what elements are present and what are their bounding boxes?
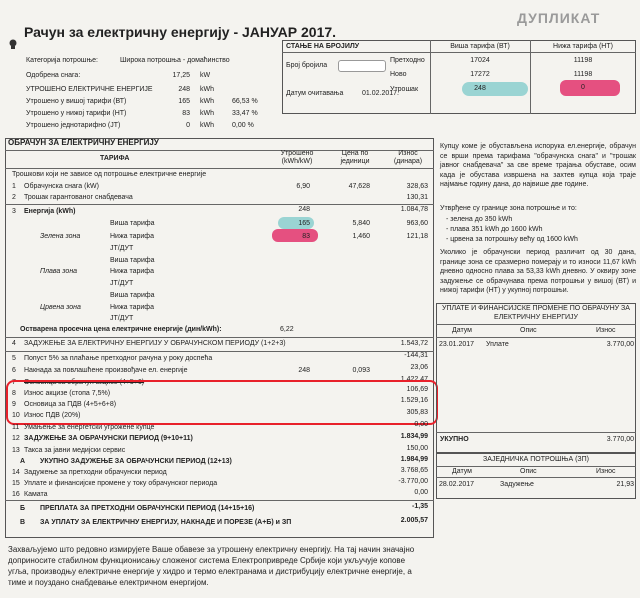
meter-number-redacted (338, 60, 386, 72)
row-number: 11 (12, 424, 20, 431)
row-label: Износ ПДВ (20%) (24, 412, 81, 419)
payment-amount: 3.770,00 (606, 341, 634, 348)
green-vt-used: 165 (298, 220, 310, 227)
row-label: Такса за јавни медијски сервис (24, 447, 126, 454)
power-label: Одобрена снага: (26, 72, 81, 79)
vt-used-label: Утрошено у вишој тарифи (ВТ) (26, 98, 127, 105)
row-number: 12 (12, 435, 20, 442)
green-nt-price: 1,460 (352, 233, 370, 240)
jt-used-label: Утрошено једнотарифно (ЈТ) (26, 122, 121, 129)
red-jt-label: ЈТ/ДУТ (110, 315, 134, 322)
meter-col-nt: Нижа тарифа (НТ) (553, 43, 613, 50)
green-zone-label: Зелена зона (40, 233, 81, 240)
green-nt-used: 83 (302, 233, 310, 240)
nt-used-value: 83 (182, 110, 190, 117)
row-number: 10 (12, 412, 20, 419)
row-label: ЗА УПЛАТУ ЗА ЕЛЕКТРИЧНУ ЕНЕРГИЈУ, НАКНАДЕ И ПОРЕЗЕ (А+Б) и ЗП (40, 519, 292, 526)
calc-header: ОБРАЧУН ЗА ЕЛЕКТРИЧНУ ЕНЕРГИЈУ (8, 138, 159, 147)
row-amount: 0,00 (414, 489, 428, 496)
fixed-costs-label: Трошкови који не зависе од потрошње електричне енергије (12, 171, 207, 178)
zp-desc: Задужење (500, 481, 534, 488)
jt-used-pct: 0,00 % (232, 122, 254, 129)
blue-nt-label: Нижа тарифа (110, 268, 154, 275)
blue-jt-label: ЈТ/ДУТ (110, 280, 134, 287)
blue-zone-label: Плава зона (40, 268, 78, 275)
zp-col-amount: Износ (596, 468, 616, 475)
green-nt-amount: 121,18 (406, 233, 428, 240)
payment-desc: Уплате (486, 341, 509, 348)
row-amount: 305,83 (406, 409, 428, 416)
col-amount: Износ (динара) (393, 150, 423, 165)
row-label: Уплате и финансијске промене у току обрачунског периода (24, 480, 218, 487)
row-number: 9 (12, 401, 16, 408)
row-amount: 106,69 (406, 386, 428, 393)
row-amount: 0,00 (414, 421, 428, 428)
row-number: 7 (12, 379, 16, 386)
jt-used-value: 0 (186, 122, 190, 129)
row-label: Основица за обрачун акцизе (4+5+6) (24, 379, 145, 386)
green-vt-price: 5,840 (352, 220, 370, 227)
red-vt-label: Виша тарифа (110, 292, 155, 299)
duplicate-stamp: ДУПЛИКАТ (517, 10, 601, 26)
row-label: Трошак гарантованог снабдевача (24, 194, 133, 201)
row-number: 13 (12, 447, 20, 454)
row-price: 0,093 (352, 367, 370, 374)
row-label: Накнада за повлашћене произвођаче ел. енергије (24, 367, 188, 374)
row-label: Задужење за претходни обрачунски период (24, 469, 167, 476)
row-label: Камата (24, 491, 48, 498)
row-amount: -3.770,00 (398, 478, 428, 485)
vt-used-reading: 248 (474, 85, 486, 92)
row-amount: 1.984,99 (400, 456, 428, 463)
category-label: Категорија потрошње: (26, 57, 98, 64)
row-number: 1 (12, 183, 16, 190)
nt-new: 11198 (573, 71, 593, 78)
payments-col-date: Датум (452, 327, 472, 334)
row-number: 8 (12, 390, 16, 397)
row-number: В (20, 519, 26, 526)
row-amount: -144,31 (404, 352, 428, 359)
row-used: 248 (298, 206, 310, 213)
row-number: 16 (12, 491, 20, 498)
nt-used-unit: kWh (200, 110, 214, 117)
row-amount: 23,06 (410, 364, 428, 371)
total-used-unit: kWh (200, 86, 214, 93)
row-amount: 150,00 (406, 445, 428, 452)
row-label: Обрачунска снага (kW) (24, 183, 99, 190)
reading-date: 01.02.2017. (362, 90, 399, 97)
row-price: 47,628 (348, 183, 370, 190)
row-number: Б (20, 505, 26, 512)
col-used: Утрошено (kWh/kW) (280, 150, 314, 165)
payments-col-amount: Износ (596, 327, 616, 334)
meter-new-label: Ново (390, 71, 407, 78)
bulb-icon (8, 36, 18, 46)
green-jt-label: ЈТ/ДУТ (110, 245, 134, 252)
red-zone-label: Црвена зона (40, 304, 81, 311)
green-vt-amount: 963,60 (406, 220, 428, 227)
col-price: Цена по јединици (340, 150, 370, 165)
row-number: 5 (12, 355, 16, 362)
meter-col-vt: Виша тарифа (ВТ) (450, 43, 510, 50)
row-amount: 3.768,65 (400, 467, 428, 474)
row-amount: 1.422,47 (400, 376, 428, 383)
row-amount: -1,35 (412, 503, 428, 510)
zone-blue: - плава 351 kWh до 1600 kWh (446, 226, 543, 233)
vt-used-pct: 66,53 % (232, 98, 258, 105)
avg-price-label: Остварена просечна цена електричне енергије (дин/kWh): (20, 326, 222, 333)
row-amount: 1.834,99 (400, 433, 428, 440)
row-used: 6,90 (296, 183, 310, 190)
payments-col-desc: Опис (520, 327, 537, 334)
reading-date-label: Датум очитавања (286, 90, 344, 97)
zone-green: - зелена до 350 kWh (446, 216, 513, 223)
power-unit: kW (200, 72, 211, 79)
payments-total: 3.770,00 (606, 436, 634, 443)
jt-used-unit: kWh (200, 122, 214, 129)
row-label: ЗАДУЖЕЊЕ ЗА ЕЛЕКТРИЧНУ ЕНЕРГИЈУ У ОБРАЧУНСКОМ ПЕРИОДУ (1+2+3) (24, 340, 286, 347)
nt-prev: 11198 (573, 57, 593, 64)
power-value: 17,25 (172, 72, 190, 79)
invoice-title: Рачун за електричну енергију - ЈАНУАР 2017. (24, 24, 337, 40)
row-number: 4 (12, 340, 16, 347)
row-label: Основица за ПДВ (4+5+6+8) (24, 401, 117, 408)
row-used: 248 (298, 367, 310, 374)
zp-col-desc: Опис (520, 468, 537, 475)
vt-used-value: 165 (178, 98, 190, 105)
zones-title: Утврђене су границе зона потрошње и то: (440, 205, 577, 212)
meter-prev-label: Претходно (390, 57, 425, 64)
row-number: 3 (12, 208, 16, 215)
row-amount: 1.543,72 (400, 340, 428, 347)
meter-header: СТАЊЕ НА БРОЈИЛУ (286, 43, 360, 50)
nt-used-pct: 33,47 % (232, 110, 258, 117)
row-number: 6 (12, 367, 16, 374)
row-amount: 1.084,78 (400, 206, 428, 213)
row-label: Износ акцизе (стопа 7,5%) (24, 390, 111, 397)
row-amount: 328,63 (406, 183, 428, 190)
col-tariff: ТАРИФА (100, 155, 130, 162)
row-label: Енергија (kWh) (24, 208, 76, 215)
footer-note: Захваљујемо што редовно измирујете Ваше обавезе за утрошену електричну енергију. На тај начин значајно доприносите стабилном функционисању сложеног система Електропривреде Србије који укључује копове угља, производњу електричне енергије у хидро и термо електранама и дистрибуцију електричне енергије, а тиме и поуздано снабдевање електричном енергијом. (8, 545, 415, 587)
row-number: 2 (12, 194, 16, 201)
payments-box (436, 303, 636, 453)
payment-date: 23.01.2017 (439, 341, 475, 348)
category-value: Широка потрошња - домаћинство (120, 57, 230, 64)
row-number: 15 (12, 480, 20, 487)
total-used-value: 248 (178, 86, 190, 93)
row-label: ПРЕПЛАТА ЗА ПРЕТХОДНИ ОБРАЧУНСКИ ПЕРИОД (14+15+16) (40, 505, 255, 512)
row-label: ЗАДУЖЕЊЕ ЗА ОБРАЧУНСКИ ПЕРИОД (9+10+11) (24, 435, 193, 442)
payments-header: УПЛАТЕ И ФИНАНСИЈСКЕ ПРОМЕНЕ ПО ОБРАЧУНУ ЗА ЕЛЕКТРИЧНУ ЕНЕРГИЈУ (442, 305, 630, 321)
nt-used-reading: 0 (581, 84, 585, 91)
vt-used-unit: kWh (200, 98, 214, 105)
row-amount: 1.529,16 (400, 397, 428, 404)
row-label: УКУПНО ЗАДУЖЕЊЕ ЗА ОБРАЧУНСКИ ПЕРИОД (12+13) (40, 458, 232, 465)
nt-used-label: Утрошено у нижој тарифи (НТ) (26, 110, 127, 117)
zp-col-date: Датум (452, 468, 472, 475)
blue-vt-label: Виша тарифа (110, 257, 155, 264)
meter-number-label: Број бројила (286, 62, 328, 69)
row-number: А (20, 458, 26, 465)
avg-price-value: 6,22 (280, 326, 294, 333)
red-nt-label: Нижа тарифа (110, 304, 154, 311)
total-used-label: УТРОШЕНО ЕЛЕКТРИЧНЕ ЕНЕРГИЈЕ (26, 86, 153, 93)
row-label: Умањење за енергетски угрожене купце (24, 424, 155, 431)
payments-total-label: УКУПНО (440, 436, 469, 443)
zp-header: ЗАЈЕДНИЧКА ПОТРОШЊА (ЗП) (483, 456, 589, 463)
zone-red: - црвена за потрошњу већу од 1600 kWh (446, 236, 578, 243)
suspension-note: Купцу коме је обустављена испорука ел.енергије, обрачун се врши према тарифама "обрачунска снага" и "трошак јавног снабдевача" за све време трајања обуставе, осим када је обустава извршена на захтев купца која траје најмање годину дана, до највише две године. (440, 143, 636, 188)
period-note: Уколико је обрачунски период различит од 30 дана, границе зона се сразмерно померају и то износи 11,67 kWh дневно односно плава за 53,33 kWh дневно. У оквиру зоне задужење се обрачунава према потрошњи у вишој (ВТ) и нижој тарифи (НТ) у укупној потрошњи. (440, 249, 636, 294)
green-vt-label: Виша тарифа (110, 220, 155, 227)
row-amount: 2.005,57 (400, 517, 428, 524)
row-number: 14 (12, 469, 20, 476)
vt-new: 17272 (470, 71, 490, 78)
zp-amount: 21,93 (616, 481, 634, 488)
zp-date: 28.02.2017 (439, 481, 475, 488)
row-amount: 130,31 (406, 194, 428, 201)
vt-prev: 17024 (470, 57, 490, 64)
green-nt-label: Нижа тарифа (110, 233, 154, 240)
row-label: Попуст 5% за плаћање претходног рачуна у року доспећа (24, 355, 213, 362)
meter-used-label: Утрошак (390, 86, 419, 93)
